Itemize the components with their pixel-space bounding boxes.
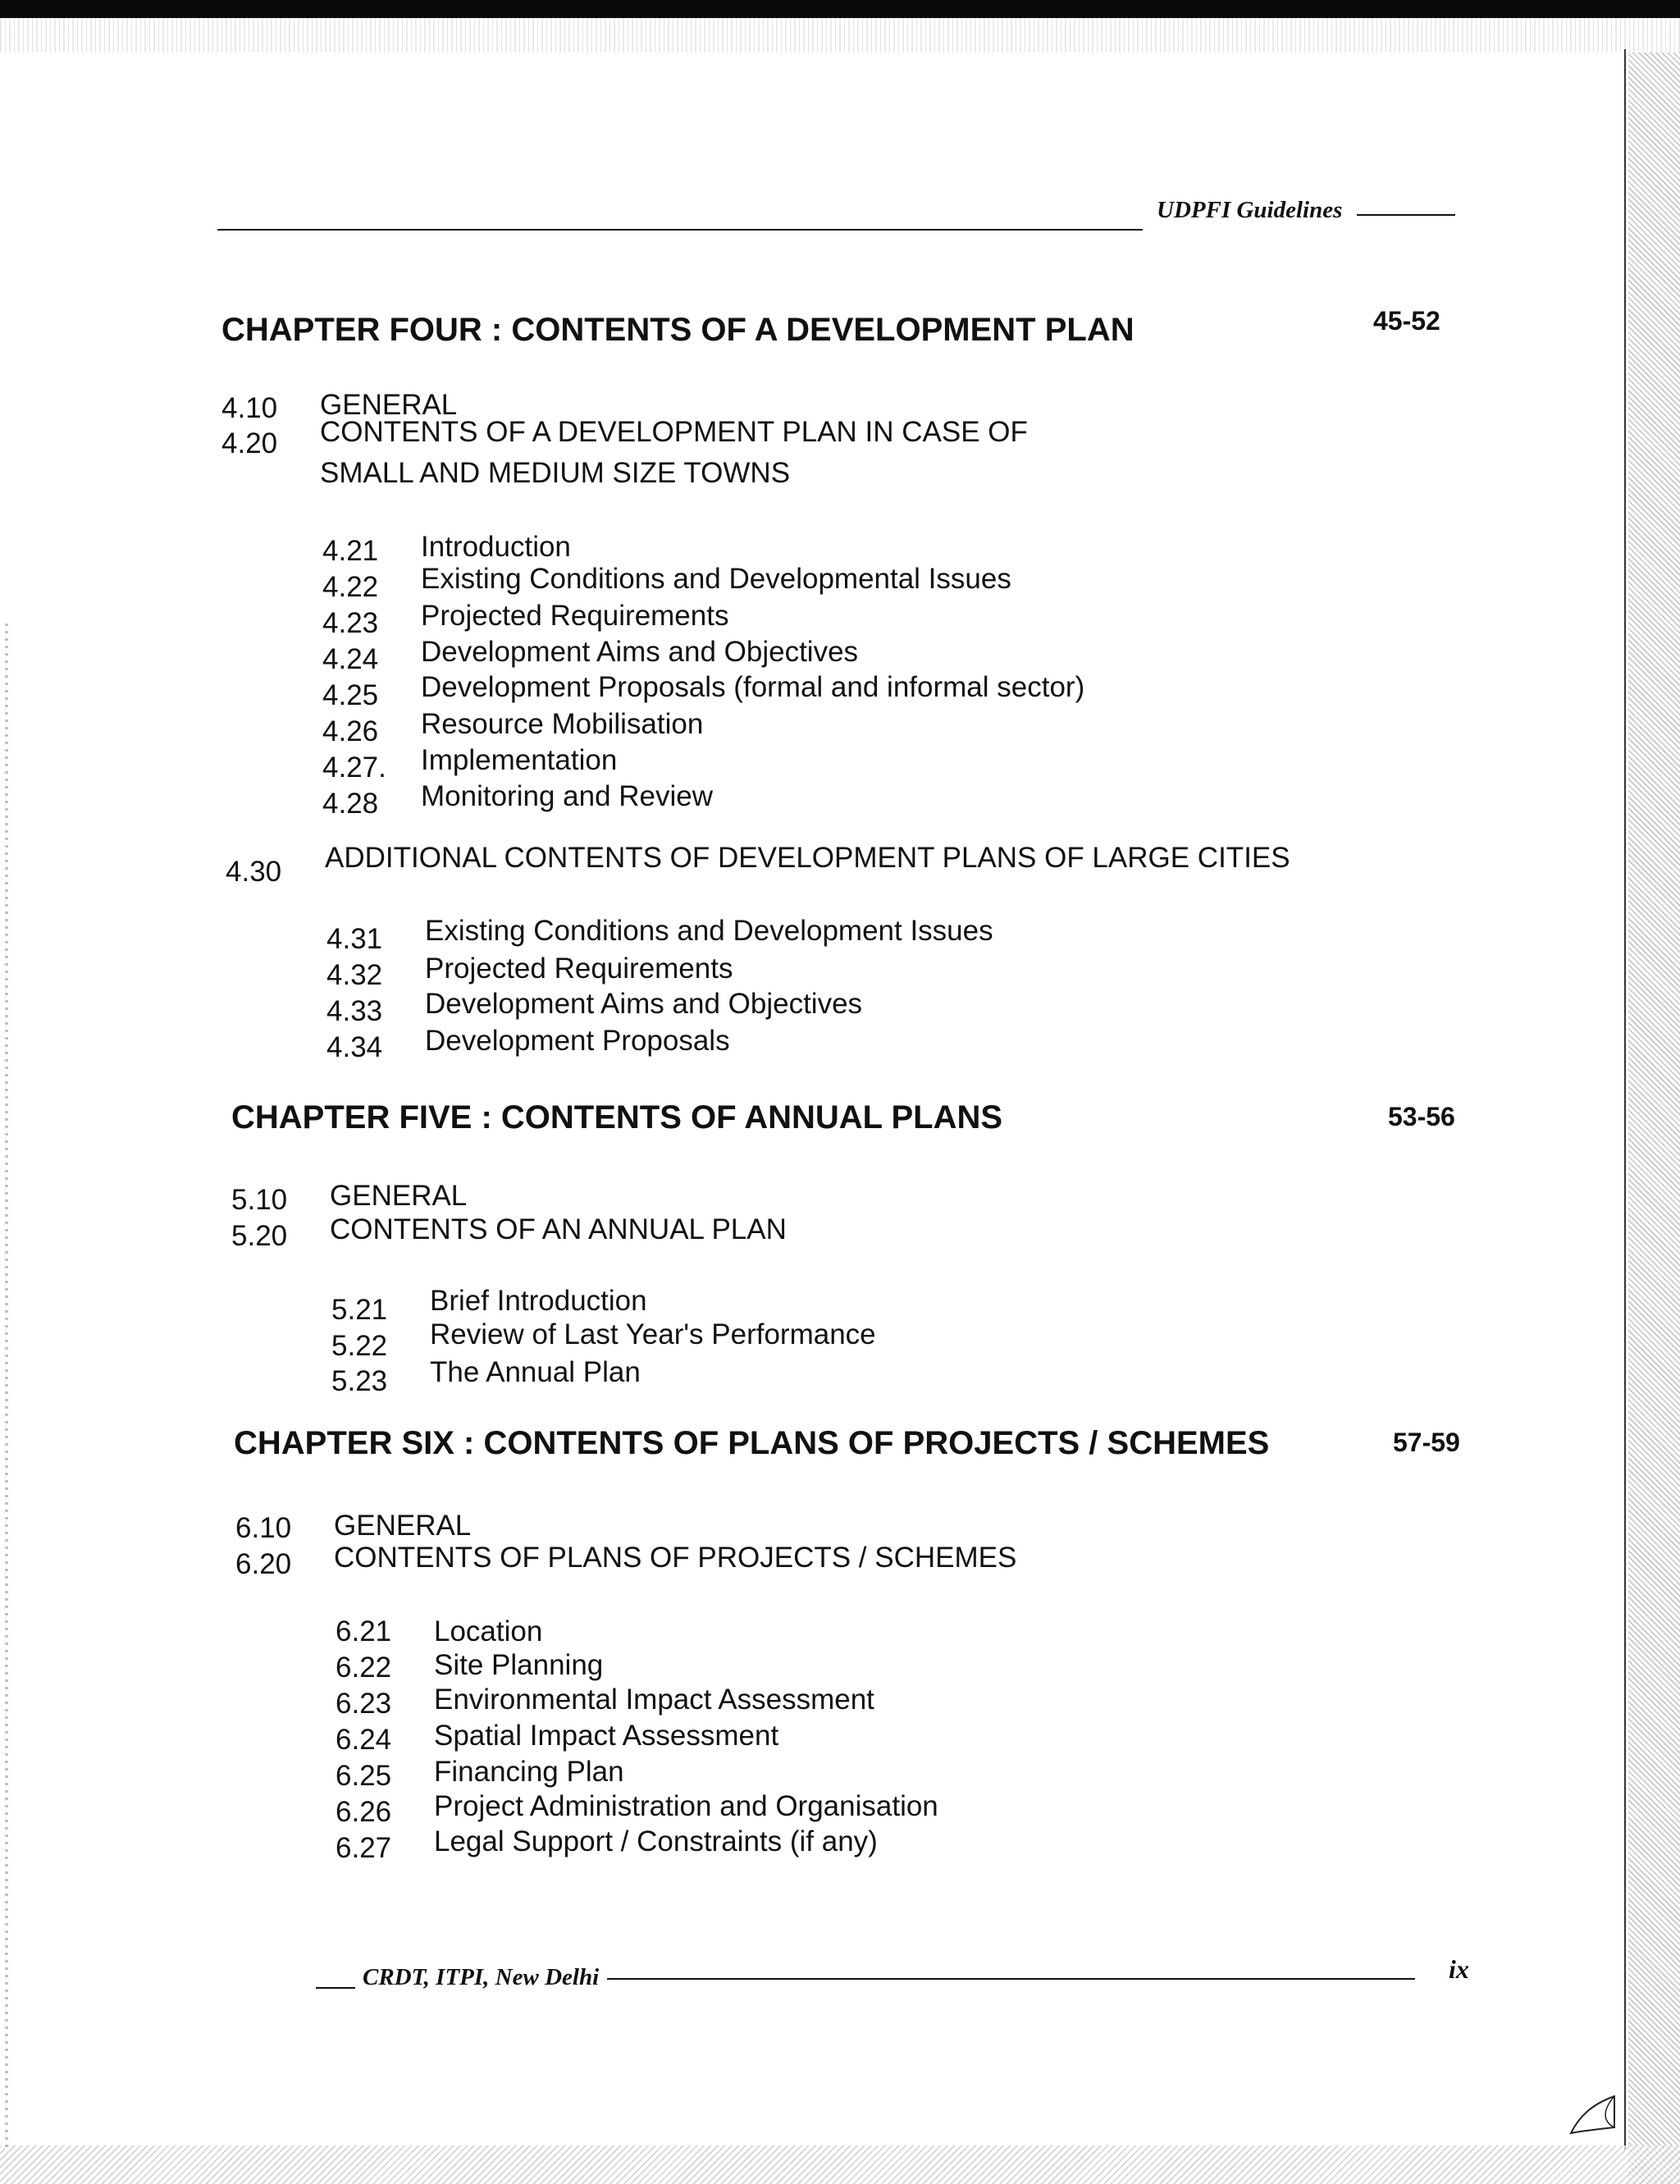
subsection-label: Development Proposals [425,1025,730,1057]
section-number: 4.30 [226,856,282,888]
subsection-label: The Annual Plan [430,1356,641,1388]
section-number: 6.10 [235,1512,292,1544]
subsection-number: 6.21 [336,1615,392,1647]
subsection-label: Existing Conditions and Development Issues [425,915,993,947]
page-curl-graphic [1567,2088,1616,2137]
subsection-number: 5.22 [331,1330,388,1362]
subsection-number: 5.23 [331,1365,388,1397]
running-header-title: UDPFI Guidelines [1157,197,1343,223]
subsection-number: 5.21 [331,1294,388,1326]
subsection-number: 4.21 [322,535,379,567]
running-footer-text: CRDT, ITPI, New Delhi [363,1964,600,1990]
subsection-number: 4.24 [322,643,379,675]
subsection-label: Spatial Impact Assessment [434,1720,779,1752]
subsection-number: 6.27 [336,1832,392,1864]
section-number: 5.10 [231,1184,288,1216]
section-label: CONTENTS OF PLANS OF PROJECTS / SCHEMES [334,1542,1017,1574]
subsection-number: 4.22 [322,571,379,603]
chapter-four-pages: 45-52 [1373,306,1440,336]
header-rule [217,229,1143,231]
subsection-label: Environmental Impact Assessment [434,1684,874,1716]
subsection-number: 6.25 [336,1760,392,1792]
page-number: ix [1449,1954,1469,1984]
subsection-label: Existing Conditions and Developmental Issues [421,563,1011,595]
section-label-continued: SMALL AND MEDIUM SIZE TOWNS [320,457,791,489]
section-number: 5.20 [231,1220,288,1252]
section-label: GENERAL [330,1180,468,1212]
section-number: 6.20 [235,1548,292,1580]
header-rule-tail [1357,214,1455,216]
subsection-number: 4.23 [322,607,379,639]
subsection-label: Project Administration and Organisation [434,1790,938,1822]
chapter-four-title: CHAPTER FOUR : CONTENTS OF A DEVELOPMENT PLAN [221,312,1134,348]
subsection-number: 6.26 [336,1796,392,1828]
subsection-label: Brief Introduction [430,1285,647,1317]
subsection-number: 4.33 [326,995,383,1027]
subsection-number: 4.25 [322,679,379,711]
subsection-number: 4.26 [322,715,379,747]
section-label: ADDITIONAL CONTENTS OF DEVELOPMENT PLANS OF LARGE CITIES [325,842,1290,874]
subsection-number: 6.24 [336,1724,392,1756]
section-number: 4.20 [221,427,278,459]
subsection-number: 4.34 [326,1031,383,1063]
subsection-label: Projected Requirements [421,600,729,632]
section-label: CONTENTS OF AN ANNUAL PLAN [330,1213,787,1245]
subsection-number: 4.32 [326,959,383,991]
section-label: GENERAL [334,1510,472,1542]
scan-bottom-margin [0,2145,1680,2184]
section-label: GENERAL [320,389,458,421]
subsection-label: Projected Requirements [425,953,733,985]
subsection-label: Monitoring and Review [421,780,714,812]
footer-rule-lead [316,1987,355,1989]
chapter-six-title: CHAPTER SIX : CONTENTS OF PLANS OF PROJECTS / SCHEMES [234,1425,1270,1461]
section-number: 4.10 [221,392,278,424]
subsection-label: Financing Plan [434,1756,624,1788]
scan-right-margin [1628,53,1680,2184]
scan-top-border [0,0,1680,18]
subsection-number: 4.31 [326,923,383,955]
subsection-label: Site Planning [434,1649,604,1681]
scan-left-noise [5,624,8,2150]
section-label: CONTENTS OF A DEVELOPMENT PLAN IN CASE OF [320,416,1028,448]
subsection-label: Location [434,1615,543,1647]
subsection-label: Implementation [421,744,618,776]
subsection-label: Introduction [421,531,571,563]
subsection-label: Development Proposals (formal and informal sector) [421,671,1085,703]
subsection-label: Legal Support / Constraints (if any) [434,1825,878,1857]
subsection-number: 4.28 [322,788,379,820]
chapter-five-title: CHAPTER FIVE : CONTENTS OF ANNUAL PLANS [231,1099,1003,1135]
chapter-six-pages: 57-59 [1393,1428,1460,1457]
subsection-label: Review of Last Year's Performance [430,1318,876,1350]
footer-rule [607,1978,1415,1980]
subsection-number: 4.27. [322,752,386,784]
page-right-edge [1624,49,1626,2150]
subsection-label: Resource Mobilisation [421,708,704,740]
subsection-label: Development Aims and Objectives [425,988,863,1020]
subsection-label: Development Aims and Objectives [421,636,859,668]
scan-top-noise [0,18,1680,53]
subsection-number: 6.23 [336,1688,392,1720]
subsection-number: 6.22 [336,1652,392,1684]
chapter-five-pages: 53-56 [1388,1102,1455,1131]
